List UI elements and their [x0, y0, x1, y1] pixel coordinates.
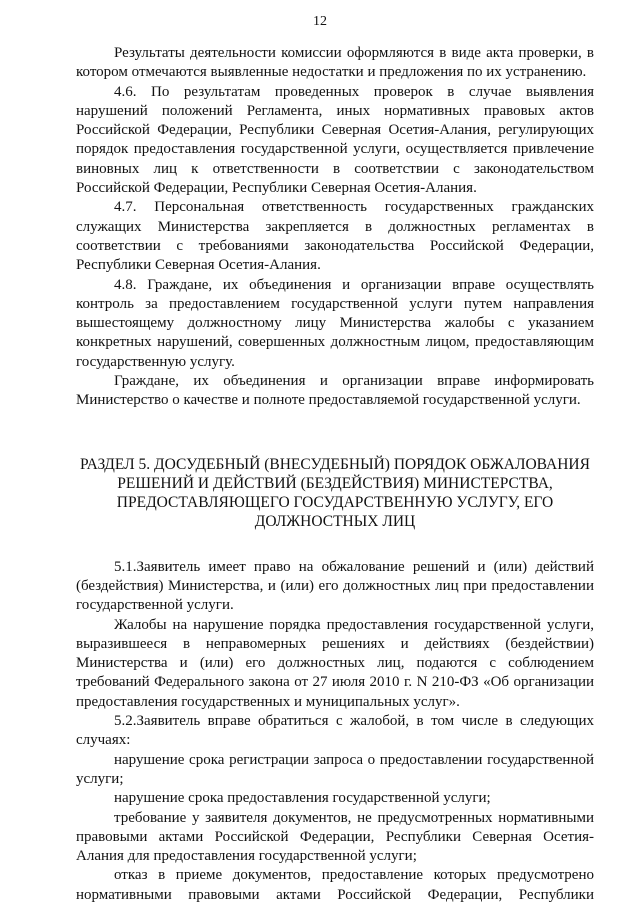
list-item-registration-violation: нарушение срока регистрации запроса о предоставлении государственной услуги; [76, 751, 594, 787]
list-item-deadline-violation: нарушение срока предоставления государственной услуги; [114, 790, 491, 807]
paragraph-4-8: 4.8. Граждане, их объединения и организации вправе осуществлять контроль за предоставлением государственной услуги путем направления вышестоящему должностному лицу Министерства жалобы с указанием конкретных нарушений, совершенных должностным лицом, предоставляющим государственную услугу. [76, 276, 594, 370]
document-body [76, 44, 594, 905]
paragraph-4-6: 4.6. По результатам проведенных проверок в случае выявления нарушений положений Регламента, иных нормативных правовых актов Российской Федерации, Республики Северная Осетия-Алания, регулирующих порядок предоставления государственной услуги, осуществляется привлечение виновных лиц к ответственности в соответствии с законодательством Российской Федерации, Республики Северная Осетия-Алания. [76, 83, 594, 197]
section-5-heading: РАЗДЕЛ 5. ДОСУДЕБНЫЙ (ВНЕСУДЕБНЫЙ) ПОРЯДОК ОБЖАЛОВАНИЯ РЕШЕНИЙ И ДЕЙСТВИЙ (БЕЗДЕЙСТВИЯ) МИНИСТЕРСТВА, ПРЕДОСТАВЛЯЮЩЕГО ГОСУДАРСТВЕННУЮ УСЛУГУ, ЕГО ДОЛЖНОСТНЫХ ЛИЦ [80, 455, 590, 530]
paragraph-citizens-inform: Граждане, их объединения и организации вправе информировать Министерство о качестве и полноте предоставляемой государственной услуги. [76, 373, 594, 409]
paragraph-4-7: 4.7. Персональная ответственность государственных гражданских служащих Министерства закрепляется в должностных регламентах в соответствии с требованиями законодательства Российской Федерации, Республики Северная Осетия-Алания. [76, 199, 594, 274]
paragraph-complaints: Жалобы на нарушение порядка предоставления государственной услуги, выразившееся в неправомерных решениях и действиях (бездействии) Министерства и (или) его должностных лиц, подаются с соблюдением требований Федерального закона от 27 июля 2010 г. N 210-ФЗ «Об организации предоставления государственных и муниципальных услуг». [76, 616, 594, 710]
list-item-document-requirement: требование у заявителя документов, не предусмотренных нормативными правовыми актами Российской Федерации, Республики Северная Осетия-Алания для предоставления государственной услуги; [76, 809, 594, 865]
paragraph-5-2: 5.2.Заявитель вправе обратиться с жалобой, в том числе в следующих случаях: [76, 713, 594, 749]
paragraph-commission-results: Результаты деятельности комиссии оформляются в виде акта проверки, в котором отмечаются выявленные недостатки и предложения по их устранению. [76, 45, 594, 81]
paragraph-5-1: 5.1.Заявитель имеет право на обжалование решений и (или) действий (бездействия) Министерства, и (или) его должностных лиц при предоставлении государственной услуги. [76, 558, 594, 614]
list-item-document-refusal: отказ в приеме документов, предоставление которых предусмотрено нормативными правовыми актами Российской Федерации, Республики [76, 867, 594, 903]
page-number: 12 [313, 14, 327, 29]
